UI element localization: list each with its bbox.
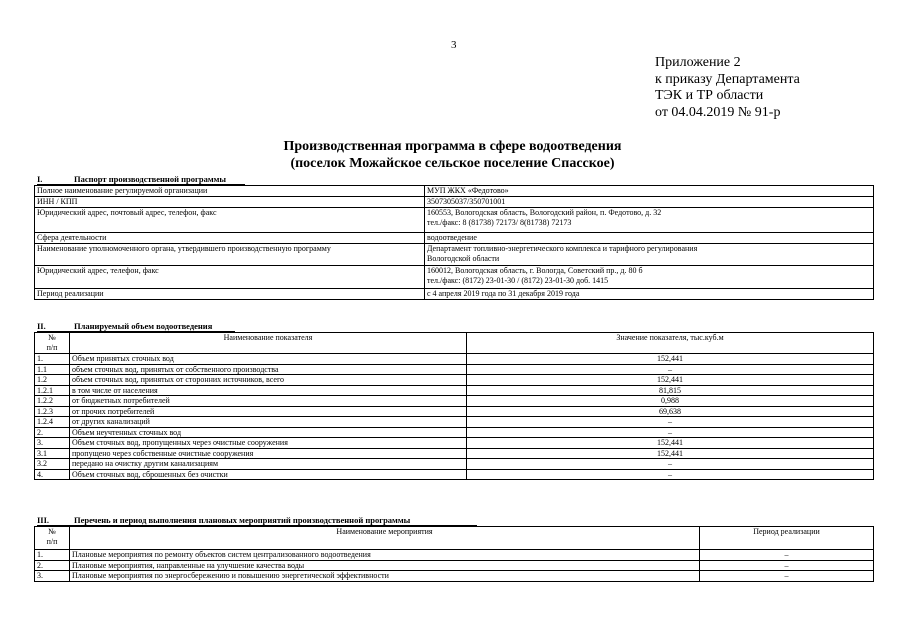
title-line-2: (поселок Можайское сельское поселение Спасское) [290, 155, 615, 171]
row-value: 0,988 [467, 396, 874, 407]
table-row [35, 550, 874, 561]
row-number: 3.2 [35, 459, 70, 470]
table-row [35, 417, 874, 428]
row-name: Плановые мероприятия по ремонту объектов систем централизованного водоотведения [70, 550, 700, 561]
table-row [35, 406, 874, 417]
row-number: 1.2.3 [35, 406, 70, 417]
measures-table [34, 526, 874, 582]
row-number: 3. [35, 571, 70, 582]
row-name: пропущено через собственные очистные сооружения [70, 448, 467, 459]
row-value: – [467, 417, 874, 428]
section-1-number: I. [37, 174, 43, 184]
row-name: от бюджетных потребителей [70, 396, 467, 407]
table-row [35, 266, 874, 289]
col-header-name: Наименование мероприятия [70, 527, 700, 550]
row-name: Объем неучтенных сточных вод [70, 427, 467, 438]
row-name: Плановые мероприятия по энергосбережению и повышению энергетической эффективности [70, 571, 700, 582]
row-number: 1.2 [35, 375, 70, 386]
passport-value: водоотведение [425, 233, 874, 244]
passport-value-line-1: 160553, Вологодская область, Вологодский район, п. Федотово, д. 32 [427, 208, 662, 217]
row-name: Плановые мероприятия, направленные на улучшение качества воды [70, 560, 700, 571]
table-header-row [35, 527, 874, 550]
table-row [35, 448, 874, 459]
appendix-line-3: ТЭК и ТР области [655, 88, 764, 103]
col-header-period: Период реализации [700, 527, 874, 550]
section-2-title: Планируемый объем водоотведения [74, 321, 213, 331]
row-value: – [467, 459, 874, 470]
row-name: Объем сточных вод, пропущенных через очистные сооружения [70, 438, 467, 449]
volume-table [34, 332, 874, 480]
passport-value-line-1: 160012, Вологодская область, г. Вологда, Советский пр., д. 80 б [427, 266, 643, 275]
title-line-1: Производственная программа в сфере водоотведения [283, 139, 622, 154]
table-row [35, 375, 874, 386]
section-3-number: III. [37, 515, 50, 525]
row-name: Объем сточных вод, сброшенных без очистки [70, 469, 467, 480]
table-row [35, 385, 874, 396]
row-value: 81,815 [467, 385, 874, 396]
table-row [35, 560, 874, 571]
passport-table [34, 185, 874, 300]
row-value: 152,441 [467, 448, 874, 459]
col-header-number-line-1: № [48, 527, 56, 536]
table-row [35, 364, 874, 375]
col-header-number-line-1: № [48, 333, 56, 342]
passport-label: Юридический адрес, телефон, факс [35, 266, 425, 289]
section-2-number: II. [37, 321, 46, 331]
row-name: от других канализаций [70, 417, 467, 428]
appendix-line-1: Приложение 2 [655, 55, 741, 70]
table-row [35, 438, 874, 449]
row-name: передано на очистку другим канализациям [70, 459, 467, 470]
passport-label: Полное наименование регулируемой организации [35, 186, 425, 197]
table-header-row [35, 333, 874, 354]
row-value: 152,441 [467, 438, 874, 449]
passport-value-line-1: Департамент топливно-энергетического комплекса и тарифного регулирования [427, 244, 698, 253]
appendix-line-2: к приказу Департамента [655, 71, 800, 87]
passport-value-line-2: тел./факс: 8 (81738) 72173/ 8(81738) 72173 [427, 217, 572, 227]
appendix-line-4: от 04.04.2019 № 91-р [655, 104, 781, 120]
passport-value-line-2: тел./факс: (8172) 23-01-30 / (8172) 23-01-30 доб. 1415 [427, 275, 609, 285]
col-header-name: Наименование показателя [70, 333, 467, 354]
passport-value [425, 244, 874, 266]
row-number: 1.2.2 [35, 396, 70, 407]
table-row [35, 208, 874, 233]
row-number: 3. [35, 438, 70, 449]
table-row [35, 571, 874, 582]
passport-value [425, 266, 874, 289]
row-value: – [467, 427, 874, 438]
page-number: 3 [451, 39, 457, 51]
row-name: объем сточных вод, принятых от сторонних источников, всего [70, 375, 467, 386]
document-title [0, 139, 905, 172]
passport-label: Сфера деятельности [35, 233, 425, 244]
row-number: 1.2.4 [35, 417, 70, 428]
passport-value [425, 208, 874, 233]
col-header-value: Значение показателя, тыс.куб.м [467, 333, 874, 354]
passport-label: Наименование уполномоченного органа, утвердившего производственную программу [35, 244, 425, 266]
passport-value: с 4 апреля 2019 года по 31 декабря 2019 года [425, 289, 874, 300]
row-number: 4. [35, 469, 70, 480]
section-1-title: Паспорт производственной программы [74, 174, 227, 184]
table-row [35, 427, 874, 438]
table-row [35, 396, 874, 407]
row-name: в том числе от населения [70, 385, 467, 396]
row-value: 152,441 [467, 375, 874, 386]
row-number: 2. [35, 560, 70, 571]
row-name: Объем принятых сточных вод [70, 354, 467, 365]
row-name: от прочих потребителей [70, 406, 467, 417]
row-number: 3.1 [35, 448, 70, 459]
col-header-number-line-2: п/п [46, 536, 58, 546]
passport-value: 3507305037/350701001 [425, 197, 874, 208]
row-period: – [700, 560, 874, 571]
row-number: 1.1 [35, 364, 70, 375]
table-row [35, 469, 874, 480]
table-row [35, 186, 874, 197]
row-number: 2. [35, 427, 70, 438]
table-row [35, 244, 874, 266]
passport-label: ИНН / КПП [35, 197, 425, 208]
section-3-title: Перечень и период выполнения плановых мероприятий производственной программы [74, 515, 411, 525]
row-period: – [700, 571, 874, 582]
row-number: 1.2.1 [35, 385, 70, 396]
col-header-number-line-2: п/п [46, 342, 58, 352]
table-row [35, 354, 874, 365]
row-value: – [467, 469, 874, 480]
table-row [35, 459, 874, 470]
passport-label: Период реализации [35, 289, 425, 300]
table-row [35, 289, 874, 300]
row-number: 1. [35, 550, 70, 561]
row-value: 69,638 [467, 406, 874, 417]
passport-value: МУП ЖКХ «Федотово» [425, 186, 874, 197]
passport-value-line-2: Вологодской области [427, 253, 500, 263]
passport-label: Юридический адрес, почтовый адрес, телефон, факс [35, 208, 425, 233]
table-row [35, 233, 874, 244]
row-period: – [700, 550, 874, 561]
col-header-number [35, 333, 70, 354]
row-value: 152,441 [467, 354, 874, 365]
col-header-number [35, 527, 70, 550]
row-name: объем сточных вод, принятых от собственного производства [70, 364, 467, 375]
row-number: 1. [35, 354, 70, 365]
row-value: – [467, 364, 874, 375]
appendix-block [655, 55, 800, 121]
table-row [35, 197, 874, 208]
